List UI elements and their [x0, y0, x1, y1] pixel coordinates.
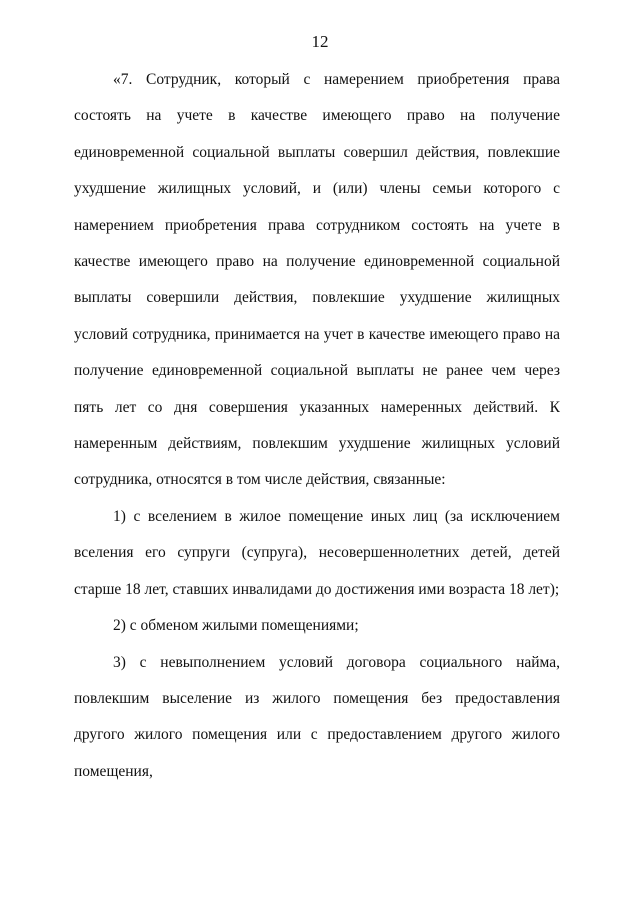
- list-item-1: 1) с вселением в жилое помещение иных лиц (за исключением вселения его супруги (супруга), несовершеннолетних детей, детей старше 18 лет, ставших инвалидами до достижения ими возраста 18 лет);: [74, 507, 560, 598]
- list-item-2: 2) с обменом жилыми помещениями;: [113, 617, 359, 635]
- document-body: [74, 62, 560, 790]
- list-item-3: 3) с невыполнением условий договора социального найма, повлекшим выселение из жилого помещения без предоставления другого жилого помещения или с предоставлением другого жилого помещения,: [74, 653, 560, 780]
- intro-paragraph: «7. Сотрудник, который с намерением приобретения права состоять на учете в качестве имеющего право на получение единовременной социальной выплаты совершил действия, повлекшие ухудшение жилищных условий, и (или) члены семьи которого с намерением приобретения права сотрудником состоять на учете в качестве имеющего право на получение единовременной социальной выплаты совершили действия, повлекшие ухудшение жилищных условий сотрудника, принимается на учет в качестве имеющего право на получение единовременной социальной выплаты не ранее чем через пять лет со дня совершения указанных намеренных действий. К намеренным действиям, повлекшим ухудшение жилищных условий сотрудника, относятся в том числе действия, связанные:: [74, 71, 560, 489]
- page-number: 12: [311, 32, 329, 51]
